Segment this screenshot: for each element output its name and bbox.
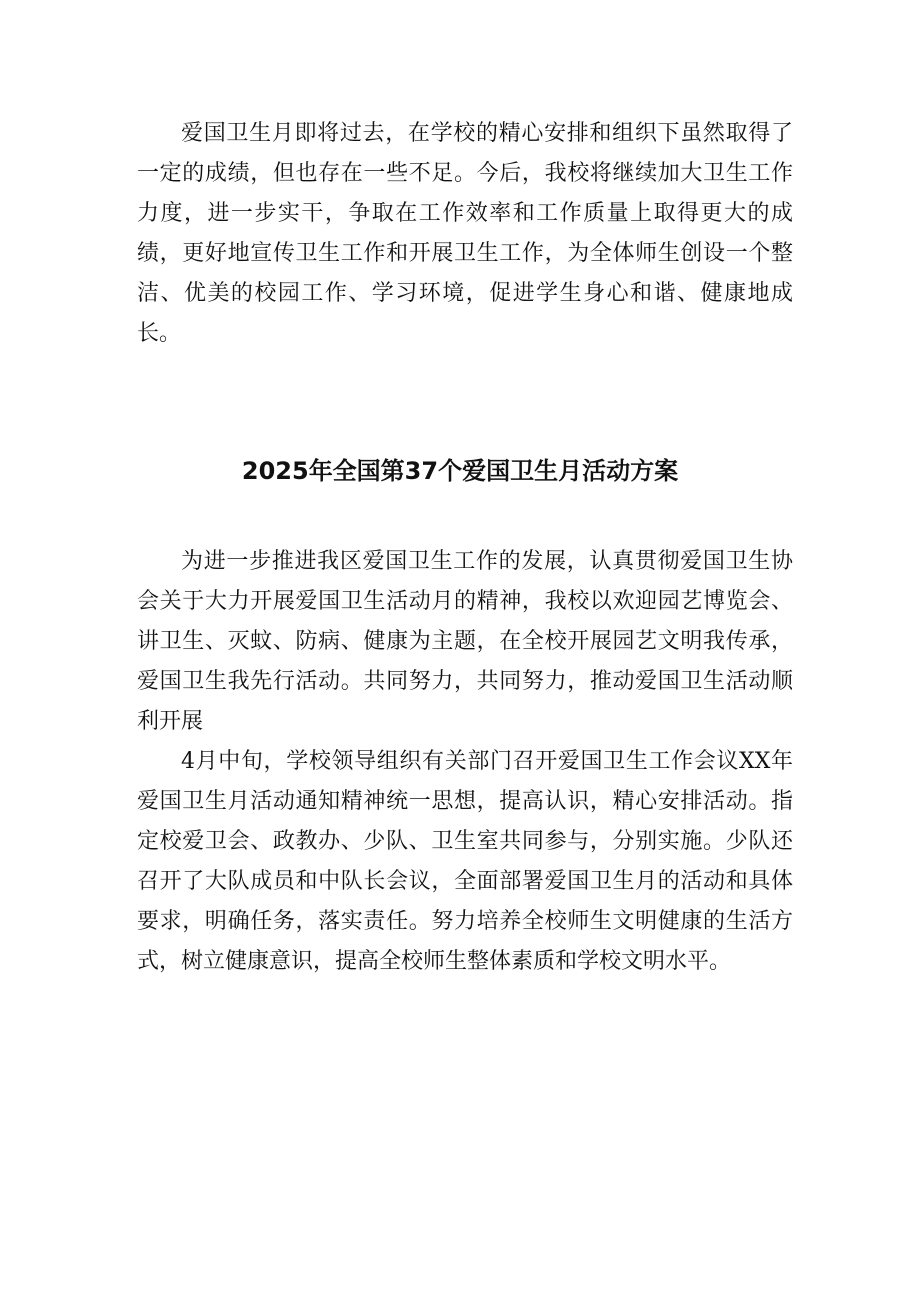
intro-paragraph: 爱国卫生月即将过去，在学校的精心安排和组织下虽然取得了一定的成绩，但也存在一些不足。今后，我校将继续加大卫生工作力度，进一步实干，争取在工作效率和工作质量上取得更大的成绩，更好地宣传卫生工作和开展卫生工作，为全体师生创设一个整洁、优美的校园工作、学习环境，促进学生身心和谐、健康地成长。 (137, 121, 793, 346)
plan-paragraph-1: 为进一步推进我区爱国卫生工作的发展，认真贯彻爱国卫生协会关于大力开展爱国卫生活动月的精神，我校以欢迎园艺博览会、讲卫生、灭蚊、防病、健康为主题，在全校开展园艺文明我传承，爱国卫生我先行活动。共同努力，共同努力，推动爱国卫生活动顺利开展 (137, 549, 793, 734)
plan-paragraph-2: 4月中旬，学校领导组织有关部门召开爱国卫生工作会议XX年爱国卫生月活动通知精神统一思想，提高认识，精心安排活动。指定校爱卫会、政教办、少队、卫生室共同参与，分别实施。少队还召开了大队成员和中队长会议，全面部署爱国卫生月的活动和具体要求，明确任务，落实责任。努力培养全校师生文明健康的生活方式，树立健康意识，提高全校师生整体素质和学校文明水平。 (137, 749, 793, 974)
intro-section (137, 114, 793, 354)
plan-title: 2025年全国第37个爱国卫生月活动方案 (241, 457, 679, 485)
plan-section (137, 542, 793, 982)
